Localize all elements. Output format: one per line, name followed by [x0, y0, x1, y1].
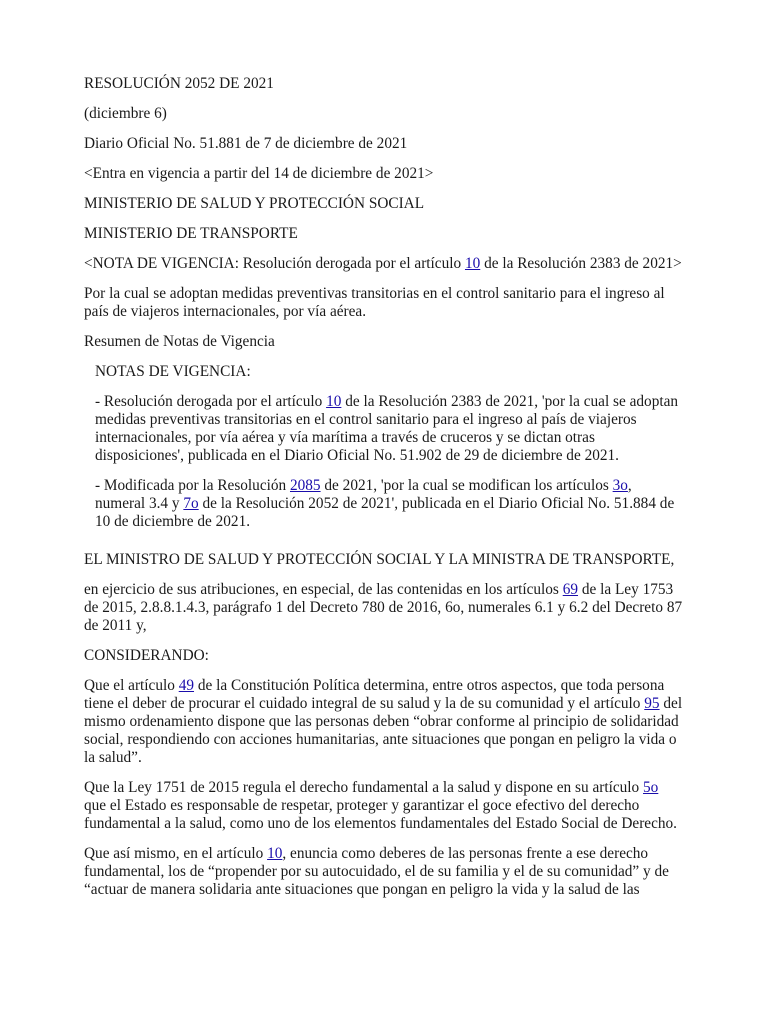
atribuciones-pre: en ejercicio de sus atribuciones, en especial, de las contenidas en los artículos	[84, 581, 563, 598]
articulo-7o-link[interactable]: 7o	[183, 495, 199, 512]
ministerio-transporte: MINISTERIO DE TRANSPORTE	[84, 225, 298, 242]
notas-vigencia-heading: NOTAS DE VIGENCIA:	[95, 363, 251, 380]
considerando-1	[84, 677, 684, 767]
nota-vigencia-pre: <NOTA DE VIGENCIA: Resolución derogada por el artículo	[84, 255, 465, 272]
considerando-3	[84, 845, 684, 899]
considerando-1-post: del mismo ordenamiento dispone que las personas deben “obrar conforme al principio de solidaridad social, respondiendo con acciones humanitarias, ante situaciones que pongan en peligro la vida o la salud”.	[84, 695, 683, 766]
nota-modificada-post: de la Resolución 2052 de 2021', publicada en el Diario Oficial No. 51.884 de 10 de diciembre de 2021.	[95, 495, 675, 530]
nota-derogada-pre: - Resolución derogada por el artículo	[95, 393, 327, 410]
articulo-49-link[interactable]: 49	[178, 677, 195, 694]
considerando-2-pre: Que la Ley 1751 de 2015 regula el derecho fundamental a la salud y dispone en su artículo	[84, 779, 644, 796]
considerando-3-articulo-10-link[interactable]: 10	[267, 845, 283, 862]
notas-vigencia-block	[84, 363, 684, 531]
articulo-3o-link[interactable]: 3o	[612, 477, 628, 494]
nota-derogada	[95, 393, 684, 465]
considerando-1-mid: de la Constitución Política determina, entre otros aspectos, que toda persona tiene el deber de procurar el cuidado integral de su salud y la de su comunidad y el artículo	[84, 677, 665, 712]
ministerio-salud: MINISTERIO DE SALUD Y PROTECCIÓN SOCIAL	[84, 195, 425, 212]
nota-derogada-post: de la Resolución 2383 de 2021, 'por la cual se adoptan medidas preventivas transitorias en el control sanitario para el ingreso al país de viajeros internacionales, por vía aérea y vía marítima a través de cruceros y se dictan otras disposiciones', publicada en el Diario Oficial No. 51.902 de 29 de diciembre de 2021.	[95, 393, 679, 464]
document-date: (diciembre 6)	[84, 105, 167, 122]
atribuciones-paragraph	[84, 581, 684, 635]
nota-modificada-mid1: de 2021, 'por la cual se modifican los artículos	[320, 477, 613, 494]
considerando-2	[84, 779, 684, 833]
resolucion-2085-link[interactable]: 2085	[289, 477, 321, 494]
autoridades-heading: EL MINISTRO DE SALUD Y PROTECCIÓN SOCIAL Y LA MINISTRA DE TRANSPORTE,	[84, 551, 675, 568]
document-title: RESOLUCIÓN 2052 DE 2021	[84, 75, 274, 92]
vigencia-inicio: <Entra en vigencia a partir del 14 de diciembre de 2021>	[84, 165, 434, 182]
nota-vigencia-post: de la Resolución 2383 de 2021>	[480, 255, 682, 272]
diario-oficial: Diario Oficial No. 51.881 de 7 de diciembre de 2021	[84, 135, 408, 152]
nota-modificada-pre: - Modificada por la Resolución	[95, 477, 290, 494]
document-page	[84, 75, 684, 911]
considerando-heading: CONSIDERANDO:	[84, 647, 209, 664]
atribuciones-post: de la Ley 1753 de 2015, 2.8.8.1.4.3, parágrafo 1 del Decreto 780 de 2016, 6o, numerales 6.1 y 6.2 del Decreto 87 de 2011 y,	[84, 581, 683, 634]
resumen-notas-title: Resumen de Notas de Vigencia	[84, 333, 275, 350]
articulo-5o-link[interactable]: 5o	[643, 779, 659, 796]
objeto-resolucion: Por la cual se adoptan medidas preventivas transitorias en el control sanitario para el ingreso al país de viajeros internacionales, por vía aérea.	[84, 285, 665, 320]
nota-modificada-mid2: , numeral 3.4 y	[95, 477, 632, 512]
considerando-2-post: que el Estado es responsable de respetar, proteger y garantizar el goce efectivo del derecho fundamental a la salud, como uno de los elementos fundamentales del Estado Social de Derecho.	[84, 797, 677, 832]
articulo-69-link[interactable]: 69	[562, 581, 579, 598]
articulo-10-link[interactable]: 10	[464, 255, 481, 272]
nota-modificada	[95, 477, 684, 531]
considerando-3-post: , enuncia como deberes de las personas frente a ese derecho fundamental, los de “propender por su autocuidado, el de su familia y el de su comunidad” y de “actuar de manera solidaria ante situaciones que pongan en peligro la vida y la salud de las	[84, 845, 669, 898]
considerando-3-pre: Que así mismo, en el artículo	[84, 845, 268, 862]
nota-vigencia	[84, 255, 684, 273]
articulo-95-link[interactable]: 95	[644, 695, 660, 712]
considerando-1-pre: Que el artículo	[84, 677, 179, 694]
nota-derogada-articulo-10-link[interactable]: 10	[326, 393, 342, 410]
